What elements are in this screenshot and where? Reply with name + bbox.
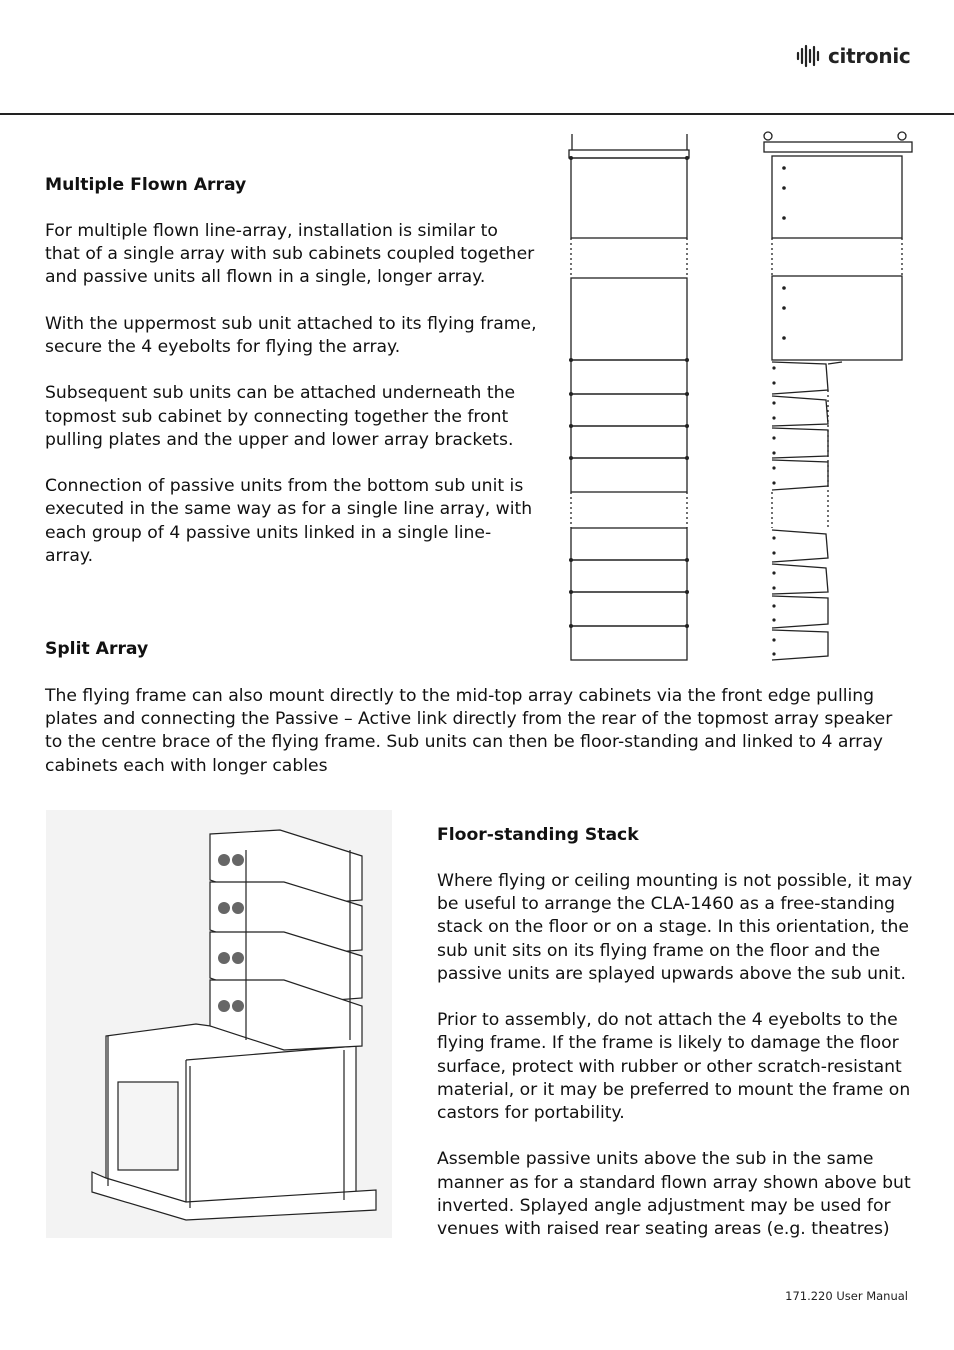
- floor-standing-stack-illustration: [46, 810, 392, 1238]
- header-rule: [0, 113, 954, 115]
- paragraph: For multiple flown line-array, installation is similar to that of a single array with sub cabinets coupled together and passive units all flown in a single, longer array.: [45, 221, 535, 288]
- split-array-body: The flying frame can also mount directly to the mid-top array cabinets via the front edge pulling plates and connecting the Passive – Active link directly from the rear of the topmost array speaker to the centre brace of the flying frame. Sub units can then be floor-standing and linked to 4 array cabinets each with longer cables: [45, 686, 893, 776]
- paragraph: Assemble passive units above the sub in the same manner as for a standard flown array shown above but inverted. Splayed angle adjustment may be used for venues with raised rear seating areas (e.g. theatres): [437, 1149, 911, 1240]
- paragraph: Where flying or ceiling mounting is not possible, it may be useful to arrange the CLA-1460 as a free-standing stack on the floor or on a stage. In this orientation, the sub unit sits on its flying frame on the floor and the passive units are splayed upwards above the sub unit.: [437, 871, 913, 984]
- paragraph: Prior to assembly, do not attach the 4 eyebolts to the flying frame. If the frame is likely to damage the floor surface, protect with rubber or other scratch-resistant material, or it may be preferred to mount the frame on castors for portability.: [437, 1010, 911, 1124]
- array-front-view-illustration: [560, 128, 700, 668]
- waveform-icon: [796, 44, 822, 68]
- paragraph: With the uppermost sub unit attached to its flying frame, secure the 4 eyebolts for flying the array.: [45, 313, 537, 357]
- array-side-view-illustration: [756, 128, 916, 668]
- split-array-heading: Split Array: [45, 639, 149, 659]
- multiple-flown-array-heading: Multiple Flown Array: [45, 175, 247, 195]
- paragraph: Subsequent sub units can be attached underneath the topmost sub cabinet by connecting together the front pulling plates and the upper and lower array brackets.: [45, 383, 516, 450]
- brand-name: citronic: [828, 44, 911, 68]
- paragraph: Connection of passive units from the bottom sub unit is executed in the same way as for a single line array, with each group of 4 passive units linked in a single line-array.: [45, 476, 533, 566]
- floor-standing-heading: Floor-standing Stack: [437, 825, 639, 845]
- brand-logo: [796, 42, 910, 70]
- page-footer: 171.220 User Manual: [785, 1289, 908, 1303]
- multiple-flown-array-body: [45, 220, 537, 568]
- floor-standing-body: [437, 870, 913, 1241]
